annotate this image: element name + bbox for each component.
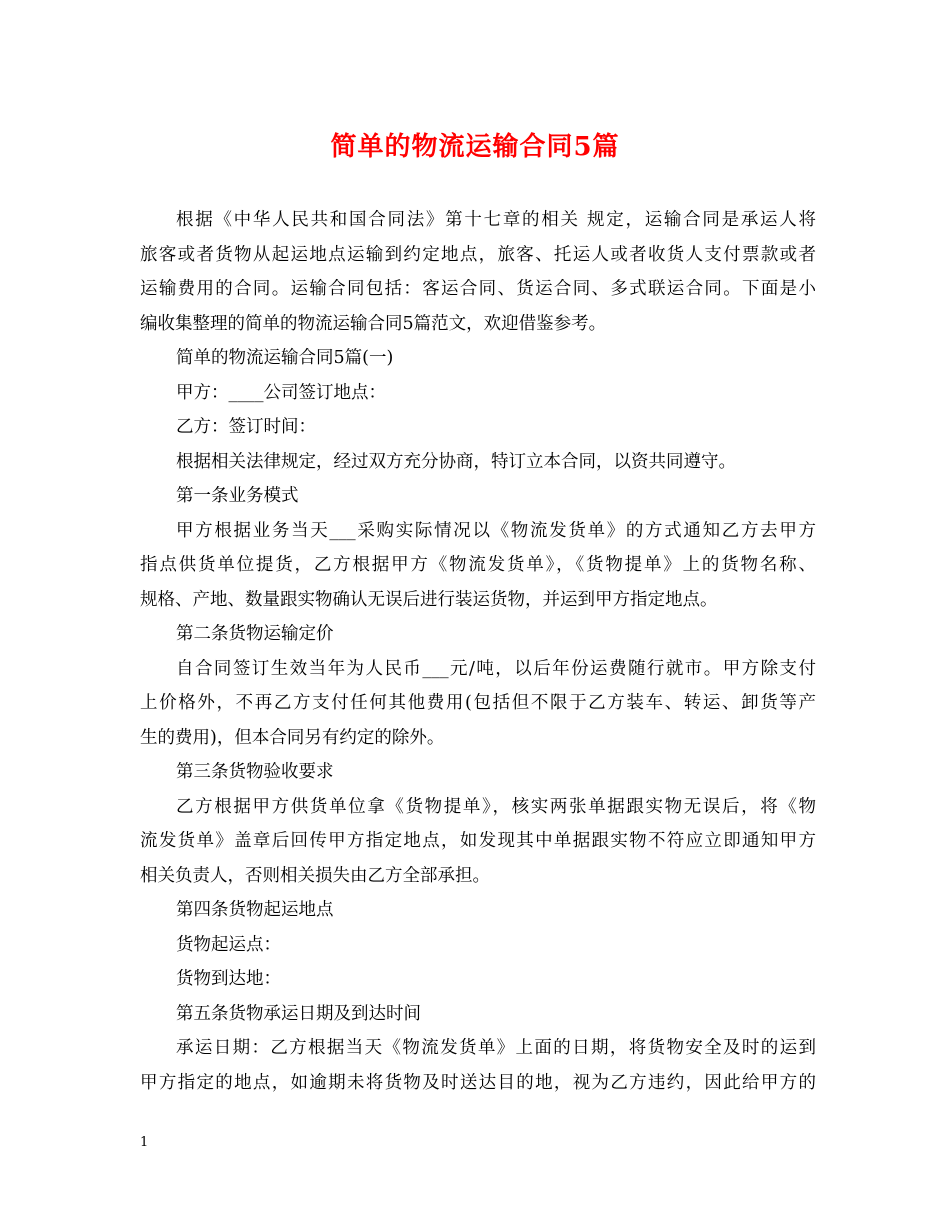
text-line: 甲方指定的地点，如逾期未将货物及时送达目的地，视为乙方违约，因此给甲方的 xyxy=(140,1072,816,1093)
text-line: 根据《中华人民共和国合同法》第十七章的相关 规定，运输合同是承运人将 xyxy=(176,210,816,230)
text-line: 运输费用的合同。运输合同包括：客运合同、货运合同、多式联运合同。下面是小 xyxy=(140,279,816,299)
text-line: 简单的物流运输合同5篇(一) xyxy=(176,348,394,368)
text-line: 上价格外，不再乙方支付任何其他费用(包括但不限于乙方装车、转运、卸货等产 xyxy=(140,693,816,713)
text-line: 编收集整理的简单的物流运输合同5篇范文，欢迎借鉴参考。 xyxy=(140,313,607,334)
text-line: 甲方根据业务当天___采购实际情况以《物流发货单》的方式通知乙方去甲方 xyxy=(176,520,816,541)
document-title: 简单的物流运输合同5篇 xyxy=(330,132,620,162)
text-line: 相关负责人，否则相关损失由乙方全部承担。 xyxy=(140,865,490,886)
text-line: 第三条货物验收要求 xyxy=(176,762,334,782)
text-line: 流发货单》盖章后回传甲方指定地点，如发现其中单据跟实物不符应立即通知甲方 xyxy=(140,831,816,851)
text-line: 承运日期：乙方根据当天《物流发货单》上面的日期，将货物安全及时的运到 xyxy=(176,1038,816,1058)
text-line: 规格、产地、数量跟实物确认无误后进行装运货物，并运到甲方指定地点。 xyxy=(140,589,718,610)
text-line: 旅客或者货物从起运地点运输到约定地点，旅客、托运人或者收货人支付票款或者 xyxy=(140,244,816,265)
text-line: 自合同签订生效当年为人民币___元/吨，以后年份运费随行就市。甲方除支付 xyxy=(176,658,816,679)
text-line: 乙方根据甲方供货单位拿《货物提单》，核实两张单据跟实物无误后，将《物 xyxy=(176,796,816,817)
text-line: 甲方：____公司签订地点： xyxy=(176,382,386,403)
text-line: 生的费用)，但本合同另有约定的除外。 xyxy=(140,727,445,748)
text-line: 第五条货物承运日期及到达时间 xyxy=(176,1003,421,1024)
text-line: 货物起运点： xyxy=(176,934,281,955)
page-number: 1 xyxy=(140,1135,149,1150)
text-line: 第一条业务模式 xyxy=(176,486,299,506)
text-line: 根据相关法律规定，经过双方充分协商，特订立本合同，以资共同遵守。 xyxy=(176,451,736,472)
text-line: 货物到达地： xyxy=(176,969,281,989)
text-line: 第二条货物运输定价 xyxy=(176,624,334,644)
document-body xyxy=(140,203,816,1100)
text-line: 乙方：签订时间： xyxy=(176,417,316,437)
text-line: 第四条货物起运地点 xyxy=(176,900,334,920)
text-line: 指点供货单位提货，乙方根据甲方《物流发货单》，《货物提单》上的货物名称、 xyxy=(140,555,816,575)
